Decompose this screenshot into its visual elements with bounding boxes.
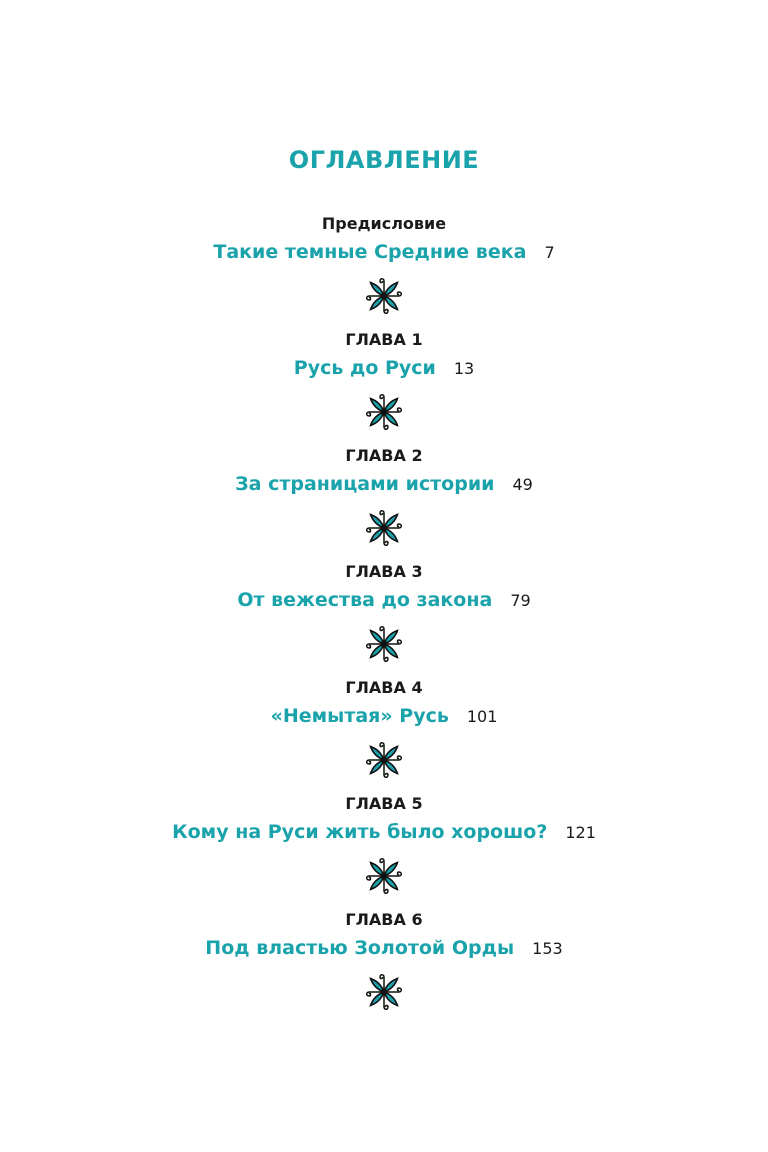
- entry-label: ГЛАВА 1: [345, 330, 423, 349]
- floral-ornament-icon: [364, 624, 404, 664]
- floral-ornament-icon: [364, 508, 404, 548]
- floral-ornament-icon: [364, 972, 404, 1012]
- toc-entry-chapter-6[interactable]: [0, 907, 768, 963]
- entry-label: ГЛАВА 2: [345, 446, 423, 465]
- floral-ornament-icon: [364, 276, 404, 316]
- floral-ornament-icon: [364, 856, 404, 896]
- entry-page-number: 7: [544, 243, 555, 262]
- entry-page-number: 79: [510, 591, 531, 610]
- entry-title[interactable]: От вежества до закона: [237, 589, 493, 611]
- toc-entry-chapter-3[interactable]: [0, 559, 768, 615]
- entry-title[interactable]: «Немытая» Русь: [270, 705, 449, 727]
- toc-entry-chapter-2[interactable]: [0, 443, 768, 499]
- entry-title[interactable]: Русь до Руси: [293, 357, 436, 379]
- toc-entry-chapter-4[interactable]: [0, 675, 768, 731]
- entry-page-number: 101: [466, 707, 498, 726]
- entry-label: ГЛАВА 3: [345, 562, 423, 581]
- entry-label: Предисловие: [321, 214, 447, 233]
- entry-title[interactable]: Кому на Руси жить было хорошо?: [172, 821, 548, 843]
- floral-ornament-icon: [364, 392, 404, 432]
- toc-entry-preface[interactable]: [0, 211, 768, 267]
- page-title: ОГЛАВЛЕНИЕ: [288, 146, 480, 174]
- entry-page-number: 153: [532, 939, 563, 958]
- entry-label: ГЛАВА 4: [345, 678, 423, 697]
- toc-entry-chapter-1[interactable]: [0, 327, 768, 383]
- entry-page-number: 13: [453, 359, 475, 378]
- toc-entry-chapter-5[interactable]: [0, 791, 768, 847]
- entry-title[interactable]: Под властью Золотой Орды: [205, 937, 515, 959]
- entry-label: ГЛАВА 6: [345, 910, 423, 929]
- entry-page-number: 49: [512, 475, 533, 494]
- floral-ornament-icon: [364, 740, 404, 780]
- entry-title[interactable]: За страницами истории: [235, 473, 495, 495]
- entry-title[interactable]: Такие темные Средние века: [213, 241, 527, 263]
- entry-label: ГЛАВА 5: [345, 794, 423, 813]
- entry-page-number: 121: [565, 823, 596, 842]
